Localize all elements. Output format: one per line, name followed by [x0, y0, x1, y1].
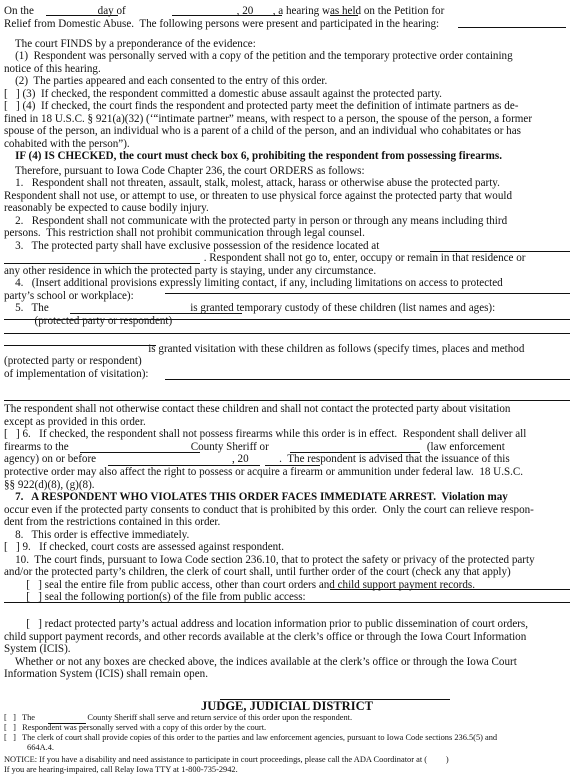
order-line: System (ICIS).	[4, 643, 71, 655]
order-line: child support payment records, and other records available at the clerk’s office or through the Iowa Court Information	[4, 631, 527, 643]
order-line: spouse of the person, an individual who is a parent of a child of the person, and an individual who cohabitates or has	[4, 125, 521, 137]
order-line: [ ] seal the following portion(s) of the file from public access:	[4, 591, 306, 603]
order-line: except as provided in this order.	[4, 416, 146, 428]
order-line: party’s school or workplace):	[4, 290, 134, 302]
order-line: (1) Respondent was personally served with a copy of the petition and the temporary protective order containing	[4, 50, 513, 62]
order-line: occur even if the protected party consents to conduct that is prohibited by this order. Only the court can relieve respon-	[4, 504, 534, 516]
footer-line: [ ] The County Sheriff shall serve and return service of this order upon the respondent.	[4, 713, 353, 722]
order-line: (protected party or respondent)	[4, 355, 142, 367]
fill-in-blank[interactable]	[165, 292, 570, 294]
order-line: reasonably be expected to cause bodily injury.	[4, 202, 209, 214]
footer-line: If you are hearing-impaired, call Relay Iowa TTY at 1-800-735-2942.	[4, 765, 238, 774]
order-line: Whether or not any boxes are checked above, the indices available at the clerk’s office or through the Iowa Court	[4, 656, 517, 668]
fill-in-blank[interactable]	[80, 451, 200, 453]
fill-in-blank[interactable]	[46, 14, 118, 16]
fill-in-blank[interactable]	[108, 464, 260, 466]
order-line: Therefore, pursuant to Iowa Code Chapter 236, the court ORDERS as follows:	[4, 165, 365, 177]
order-line: The court FINDS by a preponderance of the evidence:	[4, 38, 256, 50]
fill-in-blank[interactable]	[265, 464, 320, 466]
order-line: agency) on or before , 20 . The respondent is advised that the issuance of this	[4, 453, 510, 465]
order-line: [ ] (4) If checked, the court finds the respondent and protected party meet the definition of intimate partners as de-	[4, 100, 519, 112]
order-line: protective order may also affect the right to possess or acquire a firearm or ammunition under federal law. 18 U.S.C.	[4, 466, 524, 478]
order-line: is granted visitation with these children as follows (specify times, places and method	[4, 343, 525, 355]
order-line: 3. The protected party shall have exclusive possession of the residence located at	[4, 240, 380, 252]
order-line: (protected party or respondent)	[4, 315, 173, 327]
fill-in-blank[interactable]	[165, 378, 570, 380]
order-line: On the day of , 20 , a hearing was held on the Petition for	[4, 5, 445, 17]
order-line: 7. A RESPONDENT WHO VIOLATES THIS ORDER FACES IMMEDIATE ARREST. Violation may	[4, 491, 508, 503]
order-line: [ ] redact protected party’s actual address and location information prior to public dissemination of court orders,	[4, 618, 529, 630]
fill-in-blank[interactable]	[70, 312, 242, 314]
footer-line: NOTICE: If you have a disability and need assistance to participate in court proceedings, please call the ADA Coordinator at ( )	[4, 755, 449, 764]
order-line: persons. This restriction shall not prohibit communication through legal counsel.	[4, 227, 365, 239]
judge-signature-line	[220, 699, 450, 700]
order-line: [ ] 9. If checked, court costs are assessed against respondent.	[4, 541, 285, 553]
fill-in-blank[interactable]	[4, 262, 200, 264]
order-line: Information System (ICIS) shall remain open.	[4, 668, 208, 680]
fill-in-blank[interactable]	[4, 601, 570, 603]
fill-in-blank[interactable]	[4, 399, 570, 401]
fill-in-blank[interactable]	[330, 588, 570, 590]
fill-in-blank[interactable]	[430, 250, 570, 252]
order-line: IF (4) IS CHECKED, the court must check box 6, prohibiting the respondent from possessing firearms.	[4, 150, 503, 162]
fill-in-blank[interactable]	[172, 14, 282, 16]
footer-line: [ ] Respondent was personally served with a copy of this order by the court.	[4, 723, 267, 732]
footer-line: 664A.4.	[4, 743, 55, 752]
order-line: Relief from Domestic Abuse. The following persons were present and participated in the hearing:	[4, 18, 440, 30]
fill-in-blank[interactable]	[458, 26, 566, 28]
order-line: The respondent shall not otherwise contact these children and shall not contact the protected party about visitation	[4, 403, 511, 415]
footer-line: [ ] The clerk of court shall provide copies of this order to the parties and law enforcement agencies, pursuant to Iowa Code sections 236.5(5) and	[4, 733, 498, 742]
order-line: (2) The parties appeared and each consented to the entry of this order.	[4, 75, 328, 87]
order-line: and/or the protected party’s children, the clerk of court shall, until further order of the court (check any that apply)	[4, 566, 511, 578]
order-line: [ ] 6. If checked, the respondent shall not possess firearms while this order is in effect. Respondent shall deliver all	[4, 428, 527, 440]
order-line: 5. The is granted temporary custody of these children (list names and ages):	[4, 302, 496, 314]
order-line: 2. Respondent shall not communicate with the protected party in person or through any means including third	[4, 215, 508, 227]
fill-in-blank[interactable]	[330, 14, 358, 16]
order-line: any other residence in which the protected party is staying, under any circumstance.	[4, 265, 377, 277]
order-line: notice of this hearing.	[4, 63, 101, 75]
order-line: dent from the restrictions contained in this order.	[4, 516, 221, 528]
order-line: §§ 922(d)(8), (g)(8).	[4, 479, 95, 491]
order-line: Respondent shall not use, or attempt to use, or threaten to use physical force against the protected party that would	[4, 190, 513, 202]
order-line: fined in 18 U.S.C. § 921(a)(32) (‘“intimate partner” means, with respect to a person, the spouse of the person, a former	[4, 113, 533, 125]
order-line: [ ] seal the entire file from public access, other than court orders and child support payment records.	[4, 579, 476, 591]
judge-signature-title: JUDGE, JUDICIAL DISTRICT	[201, 699, 373, 713]
order-line: 10. The court finds, pursuant to Iowa Code section 236.10, that to protect the safety or privacy of the protected party	[4, 554, 535, 566]
order-line: 4. (Insert additional provisions expressly limiting contact, if any, including limitations on access to protected	[4, 277, 503, 289]
order-line: firearms to the County Sheriff or (law enforcement	[4, 441, 505, 453]
fill-in-blank[interactable]	[4, 332, 570, 334]
fill-in-blank[interactable]	[290, 451, 420, 453]
order-line: . Respondent shall not go to, enter, occupy or remain in that residence or	[4, 252, 526, 264]
order-line: 8. This order is effective immediately.	[4, 529, 190, 541]
order-line: 1. Respondent shall not threaten, assault, stalk, molest, attack, harass or otherwise abuse the protected party.	[4, 177, 500, 189]
fill-in-blank[interactable]	[4, 344, 156, 346]
fill-in-blank[interactable]	[4, 318, 570, 320]
order-line: of implementation of visitation):	[4, 368, 149, 380]
order-line: [ ] (3) If checked, the respondent committed a domestic abuse assault against the protected party.	[4, 88, 442, 100]
order-line: cohabited with the person”).	[4, 138, 130, 150]
